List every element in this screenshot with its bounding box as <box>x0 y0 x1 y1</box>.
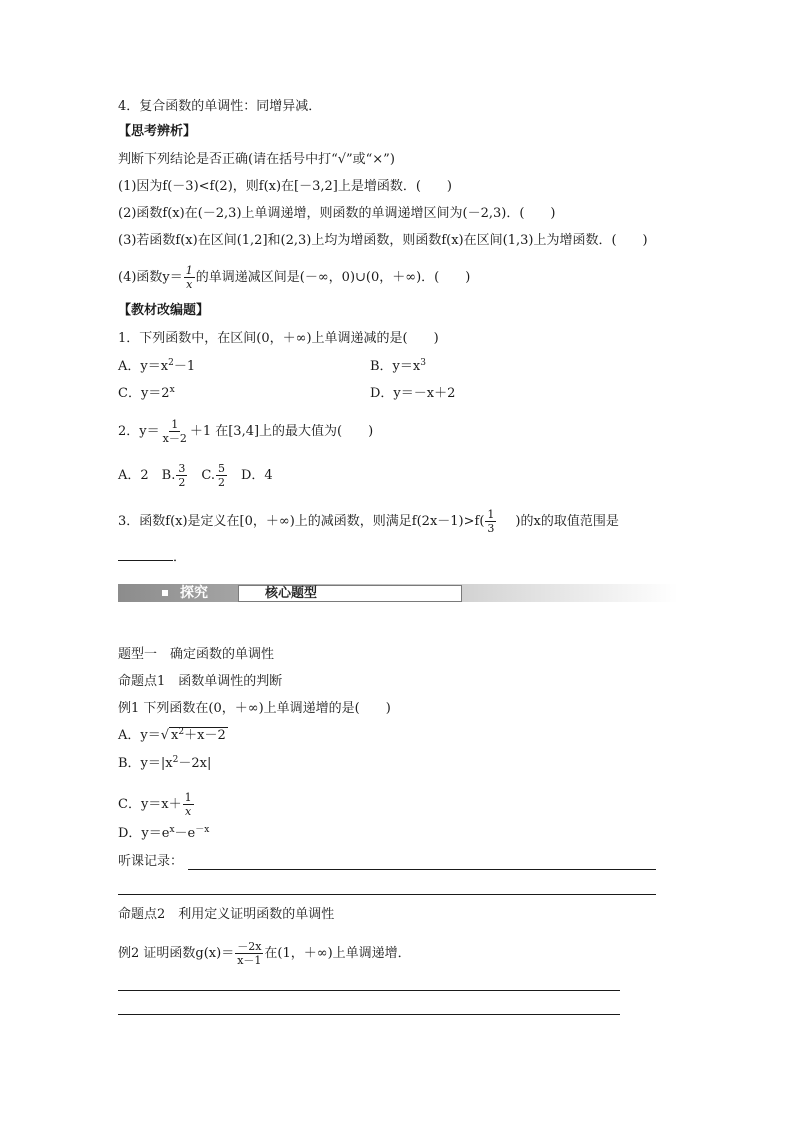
ex1-d-pre: D．y＝e <box>118 826 170 841</box>
fraction-numerator: 1 <box>171 418 179 431</box>
ex2-pre: 例2 证明函数g(x)＝ <box>118 946 235 961</box>
q1-a-sup: 2 <box>168 358 174 368</box>
sqrt-radicand <box>169 727 228 743</box>
ex1-b-sup: 2 <box>172 755 179 765</box>
fraction-numerator: 1 <box>185 264 193 277</box>
point-2-heading: 命题点2 利用定义证明函数的单调性 <box>118 907 335 922</box>
fraction-numerator: 1 <box>487 508 495 521</box>
q1-b-pre: B．y＝x <box>370 359 421 374</box>
judge-item-4-pre: (4)函数y＝ <box>118 270 183 285</box>
judge-item-1: (1)因为f(－3)<f(2)，则f(x)在[－3,2]上是增函数．( ) <box>118 179 453 194</box>
fraction-denominator: 2 <box>217 476 225 489</box>
ex1-d-mid: －e <box>174 826 196 841</box>
q3-pre: 3．函数f(x)是定义在[0，＋∞)上的减函数，则满足f(2x－1)>f <box>118 514 480 529</box>
q1-option-c <box>118 385 175 403</box>
point-4-text: 4．复合函数的单调性：同增异减． <box>118 99 322 114</box>
ex1-option-c <box>118 791 195 818</box>
fraction-numerator: 1 <box>184 791 192 804</box>
right-paren: ) <box>515 514 521 529</box>
fraction-1-over-3 <box>485 508 496 535</box>
section-banner <box>118 584 678 602</box>
fraction-1-over-x <box>184 264 195 291</box>
q1-a-post: －1 <box>173 359 196 374</box>
left-paren: ( <box>479 514 485 529</box>
question-1: 1．下列函数中，在区间(0，＋∞)上单调递减的是( ) <box>118 331 439 346</box>
q1-option-d: D．y＝－x＋2 <box>370 386 456 401</box>
banner-label-explore: 探究 <box>180 585 208 601</box>
q2-options-a-b: A．2 B. <box>118 468 176 483</box>
ex1-d-sup2: －x <box>195 825 210 835</box>
q1-b-sup: 3 <box>420 358 426 368</box>
q1-a-pre: A．y＝x <box>118 359 169 374</box>
ex1-c-pre: C．y＝x＋ <box>118 797 182 812</box>
radicand-pre: x <box>171 728 179 743</box>
notes-line-2[interactable] <box>118 894 656 895</box>
fraction-denominator: x－2 <box>162 432 187 445</box>
example-1: 例1 下列函数在(0，＋∞)上单调递增的是( ) <box>118 701 391 716</box>
answer-blank[interactable] <box>118 548 173 561</box>
sqrt-sign: √ <box>160 728 170 743</box>
ex1-option-b <box>118 755 211 773</box>
q3-end: ． <box>173 550 187 565</box>
fraction-5-over-2 <box>216 462 227 489</box>
textbook-header: 【教材改编题】 <box>118 303 210 318</box>
type-1-heading: 题型一 确定函数的单调性 <box>118 647 275 662</box>
fraction-numerator: 5 <box>217 462 225 475</box>
notes-label: 听课记录： <box>118 854 184 869</box>
example-2 <box>118 940 411 967</box>
q2-option-d: D．4 <box>227 468 273 483</box>
radicand-post: ＋x－2 <box>184 728 226 743</box>
answer-line-2[interactable] <box>118 1014 620 1015</box>
q1-c-sup: x <box>169 385 175 395</box>
judge-item-4-post: 的单调递减区间是(－∞，0)∪(0，＋∞)．( ) <box>195 270 471 285</box>
notes-line-1[interactable] <box>188 869 656 870</box>
judge-item-3: (3)若函数f(x)在区间(1,2]和(2,3)上均为增函数，则函数f(x)在区间(1,3)上为增函数．( ) <box>118 233 648 248</box>
q2-pre: 2．y＝ <box>118 424 160 439</box>
ex2-post: 在(1，＋∞)上单调递增． <box>264 946 411 961</box>
ex1-b-pre: B．y＝|x <box>118 756 173 771</box>
fraction-denominator: 2 <box>178 476 186 489</box>
ex1-option-d <box>118 825 209 843</box>
banner-box <box>238 585 462 602</box>
ex1-b-post: －2x| <box>178 756 212 771</box>
banner-label-core: 核心题型 <box>264 586 317 601</box>
question-3 <box>118 508 619 535</box>
ex1-a-pre: A．y＝ <box>118 728 161 743</box>
fraction-numerator: 3 <box>178 462 186 475</box>
judge-item-4 <box>118 264 470 291</box>
banner-square-icon <box>162 590 168 596</box>
q3-post: 的x的取值范围是 <box>520 514 619 529</box>
q1-option-a <box>118 358 195 376</box>
think-header: 【思考辨析】 <box>118 124 197 139</box>
fraction-denominator: x <box>185 805 192 818</box>
fraction-denominator: x－1 <box>237 954 262 967</box>
point-1-heading: 命题点1 函数单调性的判断 <box>118 674 283 689</box>
judge-item-2: (2)函数f(x)在(－2,3)上单调递增，则函数的单调递增区间为(－2,3)．( ) <box>118 206 556 221</box>
q2-options <box>118 462 273 489</box>
fraction-3-over-2 <box>176 462 187 489</box>
fraction-denominator: 3 <box>487 522 495 535</box>
q2-option-c: C. <box>188 468 215 483</box>
radicand-sup: 2 <box>178 727 185 737</box>
fraction-1-over-x <box>183 791 194 818</box>
q1-c-pre: C．y＝2 <box>118 386 170 401</box>
fraction-q2 <box>161 418 189 445</box>
fraction-denominator: x <box>186 278 193 291</box>
ex1-d-sup1: x <box>169 825 175 835</box>
judge-intro: 判断下列结论是否正确(请在括号中打“√”或“×”) <box>118 152 395 167</box>
fraction-numerator: －2x <box>237 940 262 953</box>
q1-option-b <box>370 358 426 376</box>
answer-line-1[interactable] <box>118 990 620 991</box>
question-2 <box>118 418 373 445</box>
fraction-ex2 <box>235 940 263 967</box>
ex1-option-a <box>118 727 228 745</box>
q3-answer-line <box>118 548 186 567</box>
q2-post: ＋1 在[3,4]上的最大值为( ) <box>189 424 374 439</box>
